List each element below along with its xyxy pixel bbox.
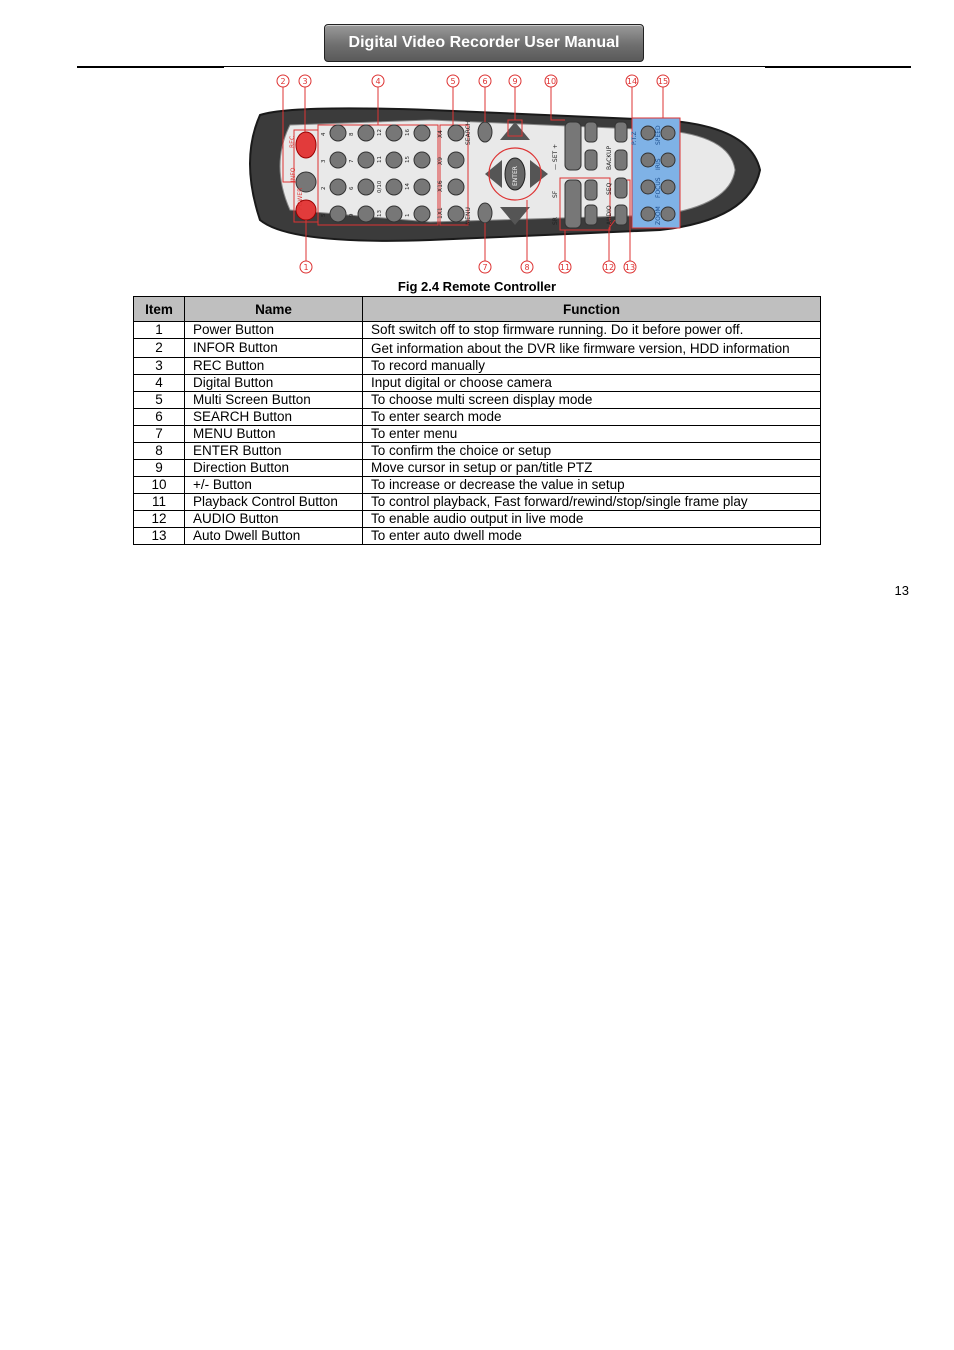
- power-label: POWER: [297, 187, 304, 210]
- table-row: [134, 322, 821, 339]
- digit-label: 5: [321, 213, 327, 217]
- digit-label: 4: [321, 132, 327, 136]
- set-label: — SET +: [552, 143, 559, 170]
- row-item: 3: [134, 358, 185, 375]
- header-rule-left: [77, 66, 224, 68]
- row-item: 13: [134, 528, 185, 545]
- callout-15: 15: [657, 77, 669, 86]
- header-item: Item: [134, 297, 185, 322]
- figure-caption: Fig 2.4 Remote Controller: [397, 279, 557, 294]
- table-row: [134, 511, 821, 528]
- callout-8: 8: [524, 263, 530, 272]
- row-item: 11: [134, 494, 185, 511]
- table-row: [134, 392, 821, 409]
- digit-label: 11: [377, 156, 383, 163]
- callout-6: 6: [482, 77, 488, 86]
- row-item: 7: [134, 426, 185, 443]
- multi-x4-label: X4: [437, 130, 444, 138]
- row-item: 10: [134, 477, 185, 494]
- sf-label: SF: [552, 190, 559, 198]
- sr-label: SR: [552, 217, 559, 225]
- rec-label: REC: [289, 135, 296, 148]
- row-function: To confirm the choice or setup: [363, 443, 821, 460]
- callout-9: 9: [512, 77, 518, 86]
- callout-3: 3: [302, 77, 308, 86]
- digit-label: 3: [321, 159, 327, 163]
- row-item: 1: [134, 322, 185, 339]
- digit-label: 15: [405, 156, 411, 163]
- row-item: 5: [134, 392, 185, 409]
- remote-controller-figure: [230, 70, 770, 280]
- zoom-label: ZOOM: [655, 206, 662, 225]
- table-row: [134, 528, 821, 545]
- row-name: Auto Dwell Button: [185, 528, 363, 545]
- callout-7: 7: [482, 263, 488, 272]
- row-function: Soft switch off to stop firmware running. Do it before power off.: [363, 322, 821, 339]
- table-row: [134, 494, 821, 511]
- callout-14: 14: [626, 77, 638, 86]
- row-function: Get information about the DVR like firmware version, HDD information: [363, 339, 821, 358]
- row-function: To record manually: [363, 358, 821, 375]
- row-function: To choose multi screen display mode: [363, 392, 821, 409]
- row-name: Multi Screen Button: [185, 392, 363, 409]
- header-name: Name: [185, 297, 363, 322]
- table-row: [134, 477, 821, 494]
- row-function: To enable audio output in live mode: [363, 511, 821, 528]
- header-rule-right: [765, 66, 911, 68]
- callout-10: 10: [545, 77, 557, 86]
- table-row: [134, 460, 821, 477]
- audio-label: AUDIO: [606, 205, 613, 225]
- row-item: 4: [134, 375, 185, 392]
- callout-2: 2: [280, 77, 286, 86]
- speed-label: SPEED: [655, 125, 662, 145]
- row-name: Digital Button: [185, 375, 363, 392]
- row-name: Playback Control Button: [185, 494, 363, 511]
- digit-label: 16: [405, 129, 411, 136]
- remote-button-table: [133, 296, 821, 545]
- info-label: INFO: [290, 167, 297, 182]
- multi-1x1-label: 1X1: [437, 207, 444, 219]
- manual-title: Digital Video Recorder User Manual: [348, 34, 620, 51]
- menu-label: MENU: [465, 207, 472, 225]
- row-item: 9: [134, 460, 185, 477]
- table-row: [134, 339, 821, 358]
- digit-label: 0/10: [377, 180, 383, 193]
- digit-label: 12: [377, 129, 383, 136]
- row-name: INFOR Button: [185, 339, 363, 358]
- multi-x9-label: X9: [437, 157, 444, 165]
- callout-13: 13: [624, 263, 636, 272]
- page-number: 13: [894, 583, 909, 598]
- row-name: Direction Button: [185, 460, 363, 477]
- callout-5: 5: [450, 77, 456, 86]
- row-item: 6: [134, 409, 185, 426]
- callout-1: 1: [303, 263, 309, 272]
- row-function: Move cursor in setup or pan/title PTZ: [363, 460, 821, 477]
- header-function: Function: [363, 297, 821, 322]
- manual-title-badge: [324, 24, 644, 62]
- digit-label: 13: [377, 210, 383, 217]
- row-function: To enter auto dwell mode: [363, 528, 821, 545]
- row-item: 12: [134, 511, 185, 528]
- multi-x16-label: X16: [437, 180, 444, 192]
- row-name: Power Button: [185, 322, 363, 339]
- row-function: To enter search mode: [363, 409, 821, 426]
- row-function: To enter menu: [363, 426, 821, 443]
- row-name: MENU Button: [185, 426, 363, 443]
- seq-label: SEQ: [606, 182, 613, 195]
- table-row: [134, 375, 821, 392]
- row-name: SEARCH Button: [185, 409, 363, 426]
- digit-label: 8: [349, 132, 355, 136]
- row-item: 8: [134, 443, 185, 460]
- digit-label: 9: [349, 213, 355, 217]
- table-row: [134, 443, 821, 460]
- table-row: [134, 426, 821, 443]
- digit-label: 1: [405, 213, 411, 217]
- header-rule-middle: [224, 66, 765, 67]
- iris-label: IRIS: [655, 158, 662, 170]
- digit-label: 7: [349, 159, 355, 163]
- row-name: REC Button: [185, 358, 363, 375]
- digit-label: 2: [321, 186, 327, 190]
- table-row: [134, 358, 821, 375]
- callout-4: 4: [375, 77, 381, 86]
- focus-label: FOCUS: [655, 177, 662, 198]
- callout-11: 11: [559, 263, 571, 272]
- search-label: SEARCH: [465, 120, 472, 145]
- row-function: Input digital or choose camera: [363, 375, 821, 392]
- row-name: AUDIO Button: [185, 511, 363, 528]
- row-function: To control playback, Fast forward/rewind/stop/single frame play: [363, 494, 821, 511]
- backup-label: BACKUP: [606, 145, 613, 170]
- row-function: To increase or decrease the value in setup: [363, 477, 821, 494]
- row-item: 2: [134, 339, 185, 358]
- row-name: ENTER Button: [185, 443, 363, 460]
- callout-12: 12: [603, 263, 615, 272]
- table-row: [134, 409, 821, 426]
- digit-label: 6: [349, 186, 355, 190]
- digit-label: 14: [405, 183, 411, 190]
- row-name: +/- Button: [185, 477, 363, 494]
- enter-label: ENTER: [512, 166, 519, 186]
- table-header-row: [134, 297, 821, 322]
- ptz-label: P.T.Z: [631, 131, 638, 145]
